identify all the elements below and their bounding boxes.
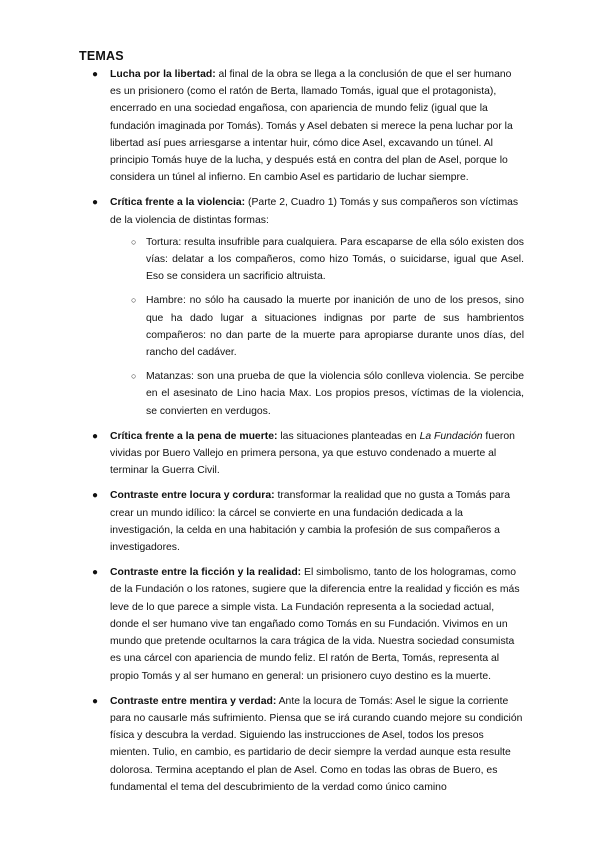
bullet-icon: ● bbox=[92, 695, 99, 707]
bullet-icon: ● bbox=[92, 430, 99, 442]
topic-text: El simbolismo, tanto de los hologramas, como de la Fundación o los ratones, sugiere que la diferencia entre la realidad y ficción es más leve de lo que parece a simple vista. La Fundación representa a la sociedad actual, donde el ser humano vive tan engañado como Tomás en su Fundación. Vivimos en un mundo que pretende ocultarnos la cara trágica de la vida. Nuestra sociedad consumista es una cárcel con apariencia de mundo feliz. El ratón de Berta, Tomás, representa al propio Tomás y al ser humano en general: un prisionero cuyo destino es la muerte. bbox=[110, 567, 520, 682]
topic-text: al final de la obra se llega a la conclusión de que el ser humano es un prisionero (como el ratón de Berta, llamado Tomás, igual que el protagonista), encerrado en una sociedad engañosa, con apariencia de mundo feliz (igual que la fundación imaginada por Tomás). Tomás y Asel debaten si merece la pena luchar por la libertad así pues arriesgarse a intentar huir, cómo dice Asel, excavando un túnel. Al principio Tomás huye de la lucha, y después está en contra del plan de Asel, porque lo considera un túnel al infierno. En cambio Asel es partidario de luchar siempre. bbox=[110, 69, 513, 184]
subitem-text: Hambre: no sólo ha causado la muerte por inanición de uno de los presos, sino que ha dado lugar a situaciones indignas por parte de sus hambrientos compañeros: no dan parte de la muerte para apropiarse durante unos días, del rancho del cadáver. bbox=[146, 295, 524, 359]
subitem-matanzas bbox=[110, 368, 524, 420]
topic-ficcion-realidad bbox=[0, 564, 600, 684]
topic-title: Lucha por la libertad: bbox=[110, 69, 216, 80]
circle-bullet-icon: ○ bbox=[131, 371, 137, 382]
topic-title: Crítica frente a la violencia: bbox=[110, 197, 246, 209]
topic-text: transformar la realidad que no gusta a Tomás para crear un mundo idílico: la cárcel se convierte en una fundación dedicada a la investigación, la celda en una habitación y cambia la profesión de sus compañeros a investigadores. bbox=[110, 490, 511, 554]
topic-locura-cordura bbox=[0, 487, 600, 556]
topic-pena-de-muerte bbox=[0, 428, 600, 480]
bullet-icon: ● bbox=[92, 197, 99, 209]
topic-text: las situaciones planteadas en bbox=[277, 430, 420, 442]
subitem-text: Matanzas: son una prueba de que la violencia sólo conlleva violencia. Se percibe en el asesinato de Lino hacia Max. Los propios presos, víctimas de la violencia, se convierten en verdugos. bbox=[146, 371, 524, 417]
topic-mentira-verdad bbox=[0, 693, 600, 796]
violence-subitems bbox=[110, 234, 524, 420]
topic-text: (Parte 2, Cuadro 1) Tomás y sus compañeros son víctimas de la violencia de distintas formas: bbox=[110, 197, 519, 226]
circle-bullet-icon: ○ bbox=[131, 295, 137, 306]
bullet-icon: ● bbox=[92, 69, 99, 80]
subitem-tortura bbox=[110, 234, 524, 286]
section-heading: TEMAS bbox=[79, 49, 124, 63]
bullet-icon: ● bbox=[92, 490, 99, 502]
topic-title: Contraste entre la ficción y la realidad: bbox=[110, 567, 302, 579]
circle-bullet-icon: ○ bbox=[131, 236, 137, 247]
bullet-icon: ● bbox=[92, 567, 99, 579]
work-title: La Fundación bbox=[419, 430, 483, 442]
topic-violencia bbox=[0, 194, 600, 419]
topic-libertad bbox=[0, 66, 600, 186]
topic-text-continued: fueron vividas por Buero Vallejo en primera persona, ya que estuvo condenado a muerte al terminar la Guerra Civil. bbox=[110, 430, 515, 477]
topic-text: Ante la locura de Tomás: Asel le sigue la corriente para no causarle más sufrimiento. Piensa que se irá curando cuando mejore su condición física y descubra la verdad. Siguiendo las instrucciones de Asel, todos los presos mienten. Tulio, en cambio, es partidario de decir siempre la verdad aunque esta resulte dolorosa. Termina aceptando el plan de Asel. Como en todas las obras de Buero, es fundamental el tema del descubrimiento de la verdad como único camino bbox=[110, 695, 523, 793]
topics-list bbox=[0, 66, 600, 804]
subitem-hambre bbox=[110, 292, 524, 361]
topic-title: Crítica frente a la pena de muerte: bbox=[110, 430, 278, 442]
topic-title: Contraste entre locura y cordura: bbox=[110, 490, 275, 502]
subitem-text: Tortura: resulta insufrible para cualquiera. Para escaparse de ella sólo existen dos vías: delatar a los compañeros, como hizo Tomás, o suicidarse, igual que Asel. Eso se considera un sacrificio altruista. bbox=[146, 236, 524, 283]
topic-title: Contraste entre mentira y verdad: bbox=[110, 695, 277, 707]
